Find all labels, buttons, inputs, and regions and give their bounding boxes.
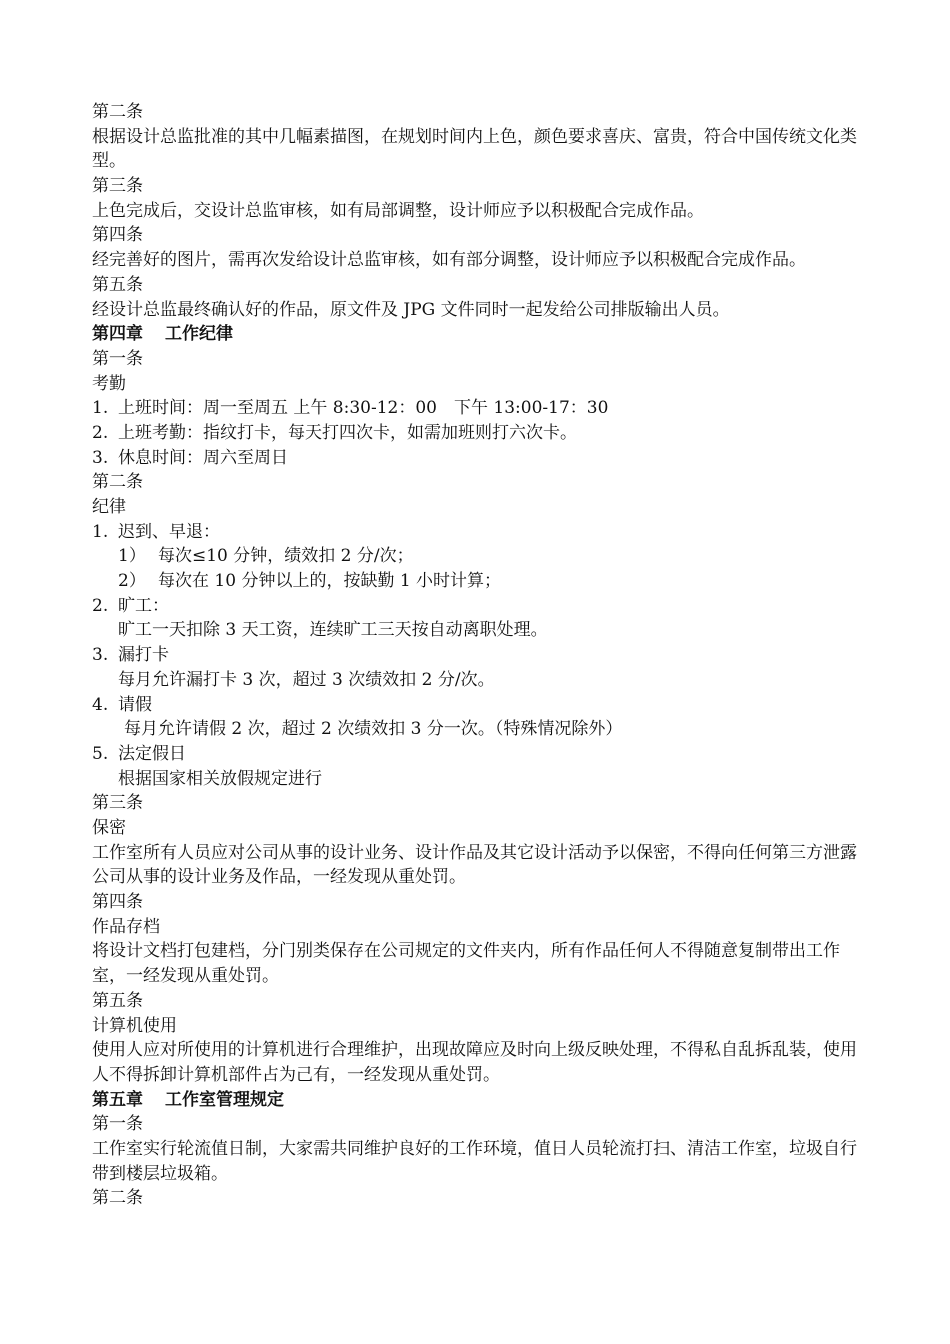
article-heading: 第一条 <box>92 1114 143 1135</box>
list-item <box>92 594 867 619</box>
list-item <box>92 693 867 718</box>
article-heading: 第二条 <box>92 102 143 122</box>
list-item-number: 3. <box>92 645 109 666</box>
list-item <box>92 742 867 767</box>
article-heading: 第二条 <box>92 472 143 493</box>
article-body: 上色完成后，交设计总监审核，如有局部调整，设计师应予以积极配合完成作品。 <box>92 200 704 221</box>
list-item <box>92 396 867 421</box>
chapter-title: 工作纪律 <box>165 324 233 345</box>
article-title: 纪律 <box>92 497 126 518</box>
sub-list-item-number: 2） <box>118 571 146 592</box>
list-item-number: 2. <box>92 595 109 616</box>
article-heading: 第二条 <box>92 1188 143 1209</box>
chapter-heading <box>92 1088 867 1113</box>
list-item <box>92 643 867 668</box>
article-heading: 第三条 <box>92 176 143 197</box>
article-heading: 第一条 <box>92 348 143 369</box>
list-item-detail: 根据国家相关放假规定进行 <box>118 768 322 789</box>
article-body: 将设计文档打包建档，分门别类保存在公司规定的文件夹内，所有作品任何人不得随意复制带出工作室，一经发现从重处罚。 <box>92 941 840 987</box>
article-body: 工作室实行轮流值日制，大家需共同维护良好的工作环境，值日人员轮流打扫、清洁工作室，垃圾自行带到楼层垃圾箱。 <box>92 1139 857 1184</box>
sub-list-item-text: 每次≤10 分钟，绩效扣 2 分/次； <box>158 546 414 567</box>
list-item-number: 3. <box>92 447 109 468</box>
list-item-title: 迟到、早退： <box>118 521 220 542</box>
list-item <box>92 446 867 471</box>
list-item-title: 法定假日 <box>118 743 186 764</box>
list-item-number: 4. <box>92 694 109 715</box>
sub-list-item <box>92 569 867 594</box>
list-item-title: 旷工： <box>118 595 169 616</box>
article-body: 根据设计总监批准的其中几幅素描图，在规划时间内上色，颜色要求喜庆、富贵，符合中国传统文化类型。 <box>92 126 857 172</box>
list-item-number: 1. <box>92 398 109 419</box>
article-title: 考勤 <box>92 373 126 394</box>
article-title: 计算机使用 <box>92 1015 177 1036</box>
article-heading: 第五条 <box>92 274 143 295</box>
chapter-number: 第四章 <box>92 324 143 345</box>
article-heading: 第四条 <box>92 225 143 246</box>
chapter-heading <box>92 322 867 347</box>
article-title: 保密 <box>92 817 126 838</box>
document-page <box>92 100 867 1211</box>
list-item-detail: 旷工一天扣除 3 天工资，连续旷工三天按自动离职处理。 <box>118 620 548 641</box>
list-item-detail: 每月允许请假 2 次，超过 2 次绩效扣 3 分一次。（特殊情况除外） <box>124 719 623 740</box>
list-item-title: 请假 <box>118 694 152 715</box>
list-item <box>92 421 867 446</box>
list-item-title: 漏打卡 <box>118 645 169 666</box>
list-item-detail: 每月允许漏打卡 3 次，超过 3 次绩效扣 2 分/次。 <box>118 669 495 690</box>
article-heading: 第五条 <box>92 990 143 1011</box>
list-item-text: 上班时间：周一至周五 上午 8:30-12：00 下午 13:00-17：30 <box>118 398 609 419</box>
sub-list-item <box>92 544 867 569</box>
list-item <box>92 520 867 545</box>
article-heading: 第三条 <box>92 793 143 814</box>
sub-list-item-text: 每次在 10 分钟以上的，按缺勤 1 小时计算； <box>158 571 502 592</box>
article-body: 经完善好的图片，需再次发给设计总监审核，如有部分调整，设计师应予以积极配合完成作品。 <box>92 250 806 271</box>
article-heading: 第四条 <box>92 892 143 913</box>
list-item-number: 5. <box>92 743 109 764</box>
list-item-text: 上班考勤：指纹打卡，每天打四次卡，如需加班则打六次卡。 <box>118 422 577 443</box>
list-item-text: 休息时间：周六至周日 <box>118 447 288 468</box>
sub-list-item-number: 1） <box>118 546 146 567</box>
list-item-number: 1. <box>92 521 109 542</box>
article-title: 作品存档 <box>92 916 160 937</box>
list-item-number: 2. <box>92 422 109 443</box>
article-body: 经设计总监最终确认好的作品，原文件及 JPG 文件同时一起发给公司排版输出人员。 <box>92 299 730 320</box>
chapter-title: 工作室管理规定 <box>165 1089 284 1110</box>
chapter-number: 第五章 <box>92 1089 143 1110</box>
article-body: 使用人应对所使用的计算机进行合理维护，出现故障应及时向上级反映处理，不得私自乱拆乱装，使用人不得拆卸计算机部件占为己有，一经发现从重处罚。 <box>92 1040 857 1085</box>
article-body: 工作室所有人员应对公司从事的设计业务、设计作品及其它设计活动予以保密，不得向任何第三方泄露公司从事的设计业务及作品，一经发现从重处罚。 <box>92 842 857 888</box>
